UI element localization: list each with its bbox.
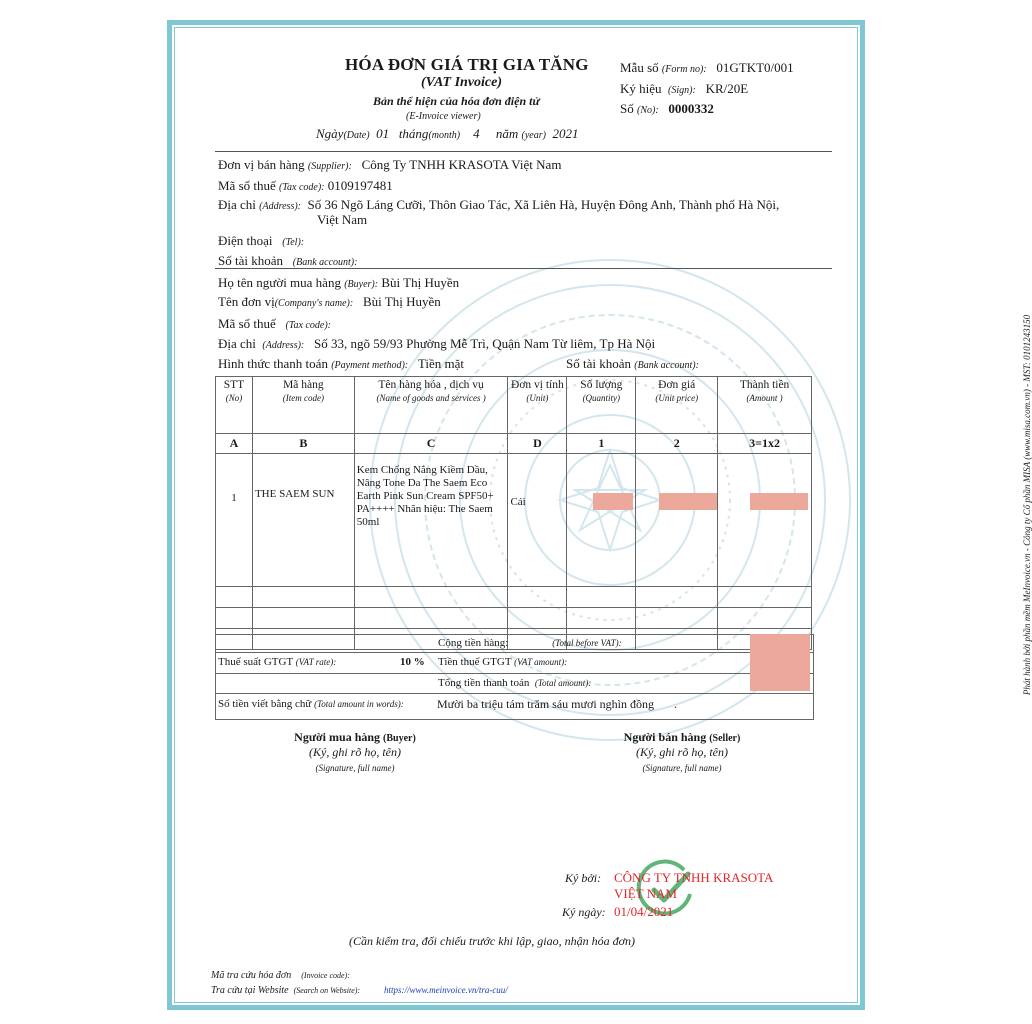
buyer-name: Họ tên người mua hàng (Buyer): Bùi Thị Huyền	[218, 275, 460, 290]
cell-quantity	[567, 454, 636, 587]
buyer-signature: Người mua hàng (Buyer) (Ký, ghi rõ họ, tên) (Signature, full name)	[294, 730, 416, 773]
invoice-title: HÓA ĐƠN GIÁ TRỊ GIA TĂNG	[345, 55, 589, 74]
header-item-name: Tên hàng hóa , dịch vụ (Name of goods and services )	[354, 377, 508, 434]
buyer-company: Tên đơn vị(Company's name): Bùi Thị Huyền	[218, 294, 441, 309]
signed-by-name: CÔNG TY TNHH KRASOTA	[614, 870, 774, 885]
supplier-name: Đơn vị bán hàng (Supplier): Công Ty TNHH KRASOTA Việt Nam	[218, 157, 562, 172]
einvoice-viewer-label: Bản thể hiện của hóa đơn điện tử	[373, 94, 540, 108]
divider	[215, 268, 832, 269]
vat-rate-row: Thuế suất GTGT (VAT rate):	[218, 656, 337, 668]
signed-date-label: Ký ngày:	[562, 905, 606, 919]
header-unit-price: Đơn giá (Unit price)	[636, 377, 718, 434]
subtotal-row: Cộng tiền hàng: (Total before VAT):	[438, 637, 622, 649]
signed-date: 01/04/2021	[614, 904, 674, 919]
table-row	[216, 454, 812, 587]
table-row	[216, 587, 812, 608]
supplier-address: Địa chỉ (Address): Số 36 Ngõ Láng Cưỡi, Thôn Giao Tác, Xã Liên Hà, Huyện Đông Anh, Thành phố Hà Nội,	[218, 197, 780, 212]
invoice-lookup-code: Mã tra cứu hóa đơn (Invoice code):	[211, 970, 350, 981]
amount-in-words-label: Số tiền viết bằng chữ (Total amount in words):	[218, 698, 404, 710]
lookup-website-link[interactable]: https://www.meinvoice.vn/tra-cuu/	[384, 985, 508, 995]
form-number: Mẫu số (Form no): 01GTKT0/001	[620, 60, 794, 75]
header-stt: STT (No)	[216, 377, 253, 434]
total-row: Tổng tiền thanh toán (Total amount):	[438, 677, 592, 689]
buyer-payment-method: Hình thức thanh toán (Payment method): Tiền mặt	[218, 356, 464, 371]
cell-item-name: Kem Chống Nắng Kiềm Dầu, Nâng Tone Da The Saem Eco Earth Pink Sun Cream SPF50+ PA++++ Nhãn hiệu: The Saem 50ml	[354, 454, 508, 587]
signed-by-name-line2: VIỆT NAM	[614, 886, 677, 901]
letter-b: B	[252, 434, 354, 454]
buyer-address: Địa chỉ (Address): Số 33, ngõ 59/93 Phường Mễ Trì, Quận Nam Từ liêm, Tp Hà Nội	[218, 336, 656, 351]
table-letter-row	[216, 434, 812, 454]
header-item-code: Mã hàng (Item code)	[252, 377, 354, 434]
redacted-unit-price	[659, 493, 717, 510]
redacted-quantity	[593, 493, 633, 510]
letter-1: 1	[567, 434, 636, 454]
lookup-website-label: Tra cứu tại Website (Search on Website):	[211, 985, 361, 996]
divider	[215, 151, 832, 152]
letter-2: 2	[636, 434, 718, 454]
publisher-side-text: Phát hành bởi phần mềm MeInvoice.vn - Công ty Cổ phần MISA (www.misa.com.vn) - MST: 0101243150	[1022, 314, 1032, 696]
supplier-address-line2: Việt Nam	[317, 212, 368, 227]
cell-amount	[718, 454, 812, 587]
buyer-tax-code: Mã số thuế (Tax code):	[218, 316, 331, 331]
table-row	[216, 608, 812, 629]
vat-amount-row: Tiền thuế GTGT (VAT amount):	[438, 656, 568, 668]
cell-unit-price	[636, 454, 718, 587]
supplier-bank: Số tài khoản (Bank account):	[218, 253, 358, 268]
header-amount: Thành tiền (Amount )	[718, 377, 812, 434]
invoice-subtitle: (VAT Invoice)	[421, 75, 503, 90]
redacted-amount	[750, 493, 808, 510]
supplier-tel: Điện thoại (Tel):	[218, 233, 305, 248]
cell-stt: 1	[216, 454, 253, 587]
invoice-date: Ngày(Date) 01 tháng(month) 4 năm (year) 2021	[316, 126, 579, 141]
header-quantity: Số lượng (Quantity)	[567, 377, 636, 434]
einvoice-viewer-label-en: (E-Invoice viewer)	[406, 111, 481, 122]
letter-c: C	[354, 434, 508, 454]
supplier-tax-code: Mã số thuế (Tax code): 0109197481	[218, 178, 393, 193]
letter-a: A	[216, 434, 253, 454]
cell-unit: Cái	[508, 454, 567, 587]
redacted-totals	[750, 634, 810, 691]
buyer-bank: Số tài khoản (Bank account):	[566, 356, 699, 371]
letter-d: D	[508, 434, 567, 454]
vat-rate-value: 10 %	[400, 656, 425, 668]
verification-note: (Cần kiểm tra, đối chiếu trước khi lập, giao, nhận hóa đơn)	[349, 934, 635, 948]
invoice-number: Số (No): 0000332	[620, 101, 714, 116]
table-header-row	[216, 377, 812, 434]
amount-in-words: Mười ba triệu tám trăm sáu mươi nghìn đồng	[437, 697, 655, 711]
cell-item-code: THE SAEM SUN	[252, 454, 354, 587]
letter-3: 3=1x2	[718, 434, 812, 454]
signed-by-label: Ký bởi:	[565, 871, 602, 885]
header-unit: Đơn vị tính (Unit)	[508, 377, 567, 434]
amount-in-words-end: .	[674, 697, 677, 711]
items-table	[215, 376, 812, 650]
seller-signature: Người bán hàng (Seller) (Ký, ghi rõ họ, tên) (Signature, full name)	[623, 730, 741, 773]
sign-code: Ký hiệu (Sign): KR/20E	[620, 81, 749, 96]
